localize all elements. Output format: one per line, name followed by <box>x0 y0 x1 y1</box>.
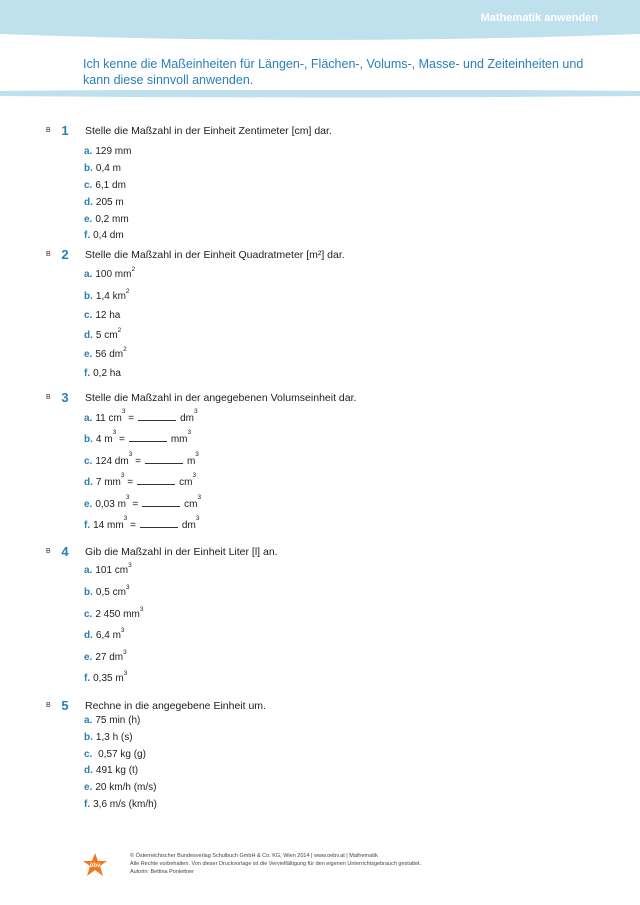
item-exponent: 3 <box>121 408 126 415</box>
item-value: 6,4 m <box>95 630 121 641</box>
task-item <box>84 749 146 760</box>
task-item <box>84 266 136 280</box>
task-item <box>84 346 127 360</box>
item-value: 4 m <box>95 434 113 445</box>
task-tag: B <box>46 251 51 258</box>
item-value: 27 dm <box>95 652 124 663</box>
task-number: 3 <box>61 390 69 405</box>
task-item <box>84 562 132 576</box>
item-label: c. <box>84 749 93 760</box>
item-value: 7 mm <box>95 477 121 488</box>
task-prompt: Stelle die Maßzahl in der Einheit Zentimeter [cm] dar. <box>85 125 332 137</box>
task-item <box>84 288 130 302</box>
item-value: 0,03 m <box>95 499 126 510</box>
item-label: f. <box>84 673 91 684</box>
item-value: 0,2 ha <box>93 368 121 379</box>
item-label: c. <box>84 609 93 620</box>
task-number: 2 <box>61 247 69 262</box>
item-label: a. <box>84 269 93 280</box>
item-label: d. <box>84 630 93 641</box>
intro-divider-band <box>0 90 640 102</box>
target-unit-exponent: 3 <box>194 408 198 415</box>
target-unit-exponent: 3 <box>192 472 197 479</box>
target-unit-exponent: 3 <box>195 515 200 522</box>
equals-sign: = <box>130 520 136 531</box>
learning-goal-text: Ich kenne die Maßeinheiten für Längen-, Flächen-, Volums-, Masse- und Zeiteinheiten und kann diese sinnvoll anwenden. <box>83 57 584 87</box>
task-tag: B <box>46 702 51 709</box>
item-exponent: 3 <box>125 584 130 591</box>
task-item <box>84 799 157 810</box>
target-unit: dm <box>181 520 196 531</box>
item-value: 100 mm <box>95 269 132 280</box>
item-value: 205 m <box>95 197 124 208</box>
task-item <box>84 197 124 208</box>
item-exponent: 3 <box>120 472 125 479</box>
task-item <box>84 515 200 531</box>
item-value: 2 450 mm <box>95 609 140 620</box>
item-exponent: 3 <box>125 494 130 501</box>
item-value: 0,57 kg (g) <box>95 749 146 760</box>
target-unit: cm <box>179 477 193 488</box>
item-value: 0,4 dm <box>93 230 124 241</box>
item-exponent: 3 <box>123 649 127 656</box>
item-value: 75 min (h) <box>95 715 141 726</box>
item-label: d. <box>84 765 93 776</box>
task-item <box>84 472 197 488</box>
item-value: 0,2 mm <box>95 214 129 225</box>
task-tag: B <box>46 394 51 401</box>
item-label: a. <box>84 146 93 157</box>
task-item <box>84 180 126 191</box>
item-value: 1,4 km <box>95 291 126 302</box>
task-prompt: Stelle die Maßzahl in der angegebenen Volumseinheit dar. <box>85 392 357 404</box>
item-label: b. <box>84 587 93 598</box>
task-number: 5 <box>61 698 69 713</box>
answer-blank[interactable] <box>140 518 178 528</box>
item-label: f. <box>84 368 91 379</box>
item-label: e. <box>84 499 93 510</box>
task-number: 1 <box>61 123 69 138</box>
footer-line: Autorin: Bettina Ponleitner <box>130 869 194 875</box>
item-value: 0,5 cm <box>95 587 126 598</box>
equals-sign: = <box>127 477 134 488</box>
item-label: b. <box>84 291 93 302</box>
target-unit-exponent: 3 <box>187 429 192 436</box>
answer-blank[interactable] <box>138 411 176 421</box>
item-exponent: 3 <box>128 451 133 458</box>
item-exponent: 3 <box>123 670 128 677</box>
item-label: b. <box>84 163 93 174</box>
item-value: 5 cm <box>95 330 118 341</box>
item-value: 14 mm <box>93 520 124 531</box>
item-exponent: 3 <box>139 606 144 613</box>
item-label: f. <box>84 799 91 810</box>
task-prompt: Rechne in die angegebene Einheit um. <box>85 700 266 712</box>
answer-blank[interactable] <box>145 454 183 464</box>
item-value: 11 cm <box>95 413 122 424</box>
task-item <box>84 368 121 379</box>
footer-line: Alle Rechte vorbehalten. Von dieser Druckvorlage ist die Vervielfältigung für den eigenen Unterrichtsgebrauch gestattet. <box>130 861 422 867</box>
task-number: 4 <box>61 544 69 559</box>
task-item <box>84 230 124 241</box>
task-tag: B <box>46 127 51 134</box>
item-label: b. <box>84 732 93 743</box>
task-item <box>84 715 140 726</box>
equals-sign: = <box>118 434 125 445</box>
item-label: d. <box>84 197 93 208</box>
task-item <box>84 429 192 445</box>
oebv-logo-icon <box>82 852 108 878</box>
item-label: d. <box>84 477 93 488</box>
task-item <box>84 146 131 157</box>
item-value: 491 kg (t) <box>95 765 139 776</box>
item-value: 101 cm <box>95 565 129 576</box>
task-item <box>84 765 138 776</box>
item-label: d. <box>84 330 93 341</box>
item-label: c. <box>84 180 93 191</box>
task-item <box>84 627 125 641</box>
item-label: a. <box>84 413 93 424</box>
item-value: 6,1 dm <box>95 180 126 191</box>
task-item <box>84 451 199 467</box>
target-unit: m <box>186 456 196 467</box>
target-unit: mm <box>170 434 188 445</box>
item-value: 129 mm <box>95 146 132 157</box>
item-value: 124 dm <box>95 456 129 467</box>
task-item <box>84 310 120 321</box>
task-item <box>84 782 156 793</box>
answer-blank[interactable] <box>137 475 175 485</box>
logo-text: öbv <box>89 863 101 869</box>
equals-sign: = <box>132 499 139 510</box>
equals-sign: = <box>135 456 141 467</box>
item-exponent: 3 <box>128 562 132 569</box>
footer-copyright <box>130 852 460 876</box>
target-unit-exponent: 3 <box>195 451 199 458</box>
equals-sign: = <box>128 413 135 424</box>
item-label: a. <box>84 565 93 576</box>
item-label: c. <box>84 456 93 467</box>
item-label: f. <box>84 230 91 241</box>
task-item <box>84 670 128 684</box>
item-label: e. <box>84 214 93 225</box>
target-unit: cm <box>184 499 198 510</box>
task-item <box>84 408 198 424</box>
item-label: f. <box>84 520 91 531</box>
target-unit-exponent: 3 <box>197 494 202 501</box>
task-tag: B <box>46 548 51 555</box>
item-label: b. <box>84 434 93 445</box>
item-value: 0,35 m <box>93 673 124 684</box>
item-value: 3,6 m/s (km/h) <box>93 799 158 810</box>
answer-blank[interactable] <box>142 497 180 507</box>
task-prompt: Gib die Maßzahl in der Einheit Liter [l] an. <box>85 546 278 558</box>
item-label: c. <box>84 310 93 321</box>
task-item <box>84 649 127 663</box>
answer-blank[interactable] <box>129 432 167 442</box>
item-exponent: 2 <box>131 266 136 273</box>
task-item <box>84 732 133 743</box>
item-label: a. <box>84 715 93 726</box>
target-unit: dm <box>180 413 194 424</box>
item-value: 1,3 h (s) <box>95 732 133 743</box>
task-item <box>84 584 130 598</box>
page-header-title: Mathematik anwenden <box>480 12 598 24</box>
task-item <box>84 163 121 174</box>
item-value: 12 ha <box>95 310 121 321</box>
footer-line: © Österreichischer Bundesverlag Schulbuch GmbH & Co. KG, Wien 2014 | www.oebv.at | Mathematik <box>130 853 378 859</box>
item-exponent: 3 <box>120 627 125 634</box>
item-exponent: 2 <box>117 327 122 334</box>
item-exponent: 2 <box>125 288 130 295</box>
item-value: 56 dm <box>95 349 124 360</box>
task-item <box>84 327 122 341</box>
item-label: e. <box>84 349 93 360</box>
item-label: e. <box>84 782 93 793</box>
item-label: e. <box>84 652 93 663</box>
item-exponent: 2 <box>123 346 127 353</box>
item-exponent: 3 <box>112 429 117 436</box>
item-value: 20 km/h (m/s) <box>95 782 157 793</box>
item-value: 0,4 m <box>95 163 121 174</box>
task-prompt: Stelle die Maßzahl in der Einheit Quadratmeter [m²] dar. <box>85 249 345 261</box>
item-exponent: 3 <box>123 515 128 522</box>
task-item <box>84 494 202 510</box>
task-item <box>84 214 129 225</box>
task-item <box>84 606 144 620</box>
